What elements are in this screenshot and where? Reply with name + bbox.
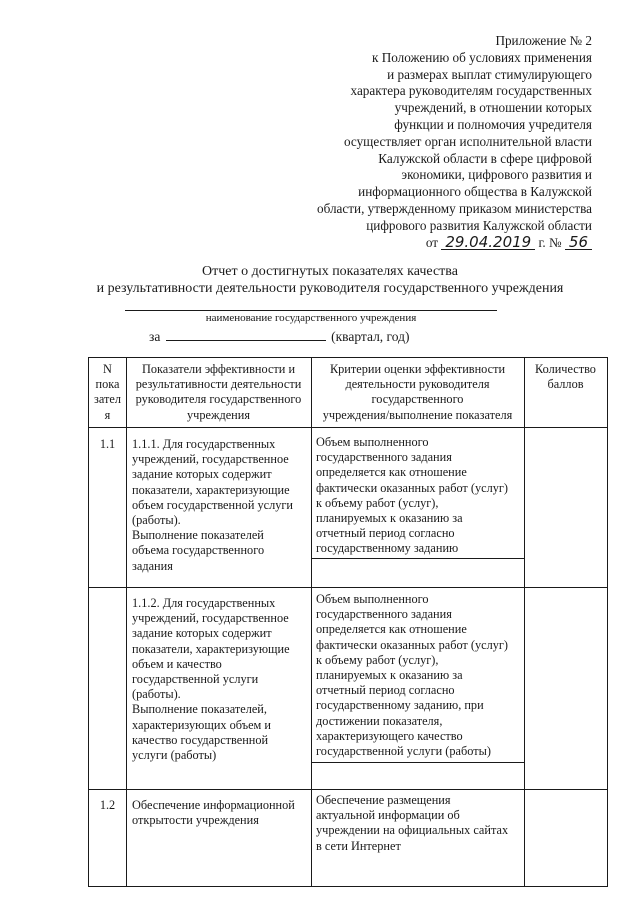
appendix-line: информационного общества в Калужской xyxy=(358,184,592,200)
text-line: задание которых содержит xyxy=(132,467,272,482)
text-line: государственной услуги xyxy=(132,672,259,687)
text-line: актуальной информации об xyxy=(316,808,460,823)
text-line: Обеспечение размещения xyxy=(316,793,451,807)
text-line: учреждений, государственное xyxy=(132,611,289,626)
period-prefix: за xyxy=(149,329,161,344)
appendix-line: и размерах выплат стимулирующего xyxy=(387,66,592,82)
header-points xyxy=(524,362,607,392)
text-line: 1.1.2. Для государственных xyxy=(132,596,276,610)
table-divider xyxy=(89,587,607,588)
table-divider xyxy=(524,358,525,886)
period-suffix: (квартал, год) xyxy=(331,329,410,344)
table-divider xyxy=(311,558,524,559)
text-line: показатели, характеризующие xyxy=(132,641,290,656)
date-prefix: от xyxy=(425,234,439,250)
table-divider xyxy=(126,358,127,886)
institution-caption: наименование государственного учреждения xyxy=(205,312,417,324)
indicator-text xyxy=(132,437,293,574)
indicator-text xyxy=(132,596,290,763)
appendix-line: Приложение № 2 xyxy=(495,33,592,48)
text-line: к объему работ (услуг), xyxy=(316,495,439,510)
text-line: государственному заданию, при xyxy=(316,698,484,713)
header-line: учреждения xyxy=(187,407,250,422)
header-line: пока xyxy=(95,377,120,392)
text-line: достижении показателя, xyxy=(316,713,443,728)
order-date-line xyxy=(272,232,592,252)
header-line: Показатели эффективности и xyxy=(141,362,296,376)
text-line: государственному заданию xyxy=(316,541,459,556)
header-line: учреждения/выполнение показателя xyxy=(322,407,513,422)
appendix-line: к Положению об условиях применения xyxy=(371,49,592,65)
period-blank xyxy=(166,328,326,341)
text-line: 1.1.1. Для государственных xyxy=(132,437,276,451)
table-divider xyxy=(89,789,607,790)
handwritten-number: 56 xyxy=(565,235,592,250)
text-line: задания xyxy=(132,558,173,573)
text-line: характеризующего качество xyxy=(316,728,463,743)
header-number xyxy=(89,362,126,423)
text-line: объем государственной услуги xyxy=(132,497,293,512)
header-indicators xyxy=(126,362,311,423)
header-line: баллов xyxy=(547,377,584,392)
appendix-block xyxy=(272,33,592,251)
text-line: качество государственной xyxy=(132,732,269,747)
header-line: Критерии оценки эффективности xyxy=(329,362,506,376)
row-number: 1.2 xyxy=(99,798,116,812)
text-line: задание которых содержит xyxy=(132,626,272,641)
text-line: определяется как отношение xyxy=(316,465,467,480)
text-line: отчетный период согласно xyxy=(316,683,455,698)
number-prefix: г. № xyxy=(538,234,562,250)
header-line: деятельности руководителя xyxy=(345,377,490,392)
text-line: характеризующих объем и xyxy=(132,717,271,732)
appendix-line: учреждений, в отношении которых xyxy=(394,100,592,116)
header-line: результативности деятельности xyxy=(135,377,302,392)
text-line: фактически оказанных работ (услуг) xyxy=(316,637,509,652)
table-divider xyxy=(311,762,524,763)
text-line: показатели, характеризующие xyxy=(132,482,290,497)
text-line: отчетный период согласно xyxy=(316,526,455,541)
text-line: учреждений, государственное xyxy=(132,452,289,467)
text-line: учреждении на официальных сайтах xyxy=(316,823,509,838)
report-title-line: Отчет о достигнутых показателях качества xyxy=(202,264,458,279)
text-line: государственного задания xyxy=(316,450,452,465)
criteria-text xyxy=(316,435,508,557)
header-line: Количество xyxy=(535,362,596,376)
appendix-line: цифрового развития Калужской области xyxy=(366,217,592,233)
report-title-line: и результативности деятельности руководителя государственного учреждения xyxy=(96,281,564,296)
text-line: государственного задания xyxy=(316,607,452,622)
header-line: я xyxy=(104,407,111,422)
text-line: Выполнение показателей xyxy=(132,528,264,543)
header-criteria xyxy=(311,362,524,423)
text-line: в сети Интернет xyxy=(316,838,401,853)
text-line: открытости учреждения xyxy=(132,813,259,828)
header-line: зател xyxy=(94,392,121,407)
handwritten-date: 29.04.2019 xyxy=(441,235,535,250)
text-line: объема государственного xyxy=(132,543,265,558)
text-line: определяется как отношение xyxy=(316,622,467,637)
indicators-table xyxy=(88,357,608,887)
header-line: руководителя государственного xyxy=(135,392,302,407)
appendix-line: осуществляет орган исполнительной власти xyxy=(343,133,592,149)
text-line: к объему работ (услуг), xyxy=(316,652,439,667)
text-line: планируемых к оказанию за xyxy=(316,668,463,683)
text-line: планируемых к оказанию за xyxy=(316,511,463,526)
appendix-line: Калужской области в сфере цифровой xyxy=(378,150,592,166)
text-line: Объем выполненного xyxy=(316,435,429,449)
row-number: 1.1 xyxy=(99,437,116,451)
table-divider xyxy=(89,427,607,428)
text-line: (работы). xyxy=(132,687,181,702)
text-line: объем и качество xyxy=(132,656,222,671)
institution-name-blank xyxy=(125,310,497,311)
header-line: N xyxy=(103,362,112,376)
table-divider xyxy=(311,358,312,886)
appendix-line: функции и полномочия учредителя xyxy=(394,116,592,132)
text-line: Обеспечение информационной xyxy=(132,798,295,812)
criteria-text xyxy=(316,793,508,854)
appendix-line: характера руководителям государственных xyxy=(350,83,592,99)
indicator-text xyxy=(132,798,295,828)
report-title xyxy=(40,263,620,297)
header-line: государственного xyxy=(371,392,464,407)
text-line: Выполнение показателей, xyxy=(132,702,267,717)
text-line: Объем выполненного xyxy=(316,592,429,606)
appendix-line: области, утвержденному приказом министерства xyxy=(317,200,592,216)
appendix-line: экономики, цифрового развития и xyxy=(401,167,592,183)
text-line: фактически оказанных работ (услуг) xyxy=(316,480,509,495)
text-line: услуги (работы) xyxy=(132,748,217,763)
text-line: (работы). xyxy=(132,513,181,528)
criteria-text xyxy=(316,592,508,759)
text-line: государственной услуги (работы) xyxy=(316,744,491,759)
period-line xyxy=(149,328,409,345)
